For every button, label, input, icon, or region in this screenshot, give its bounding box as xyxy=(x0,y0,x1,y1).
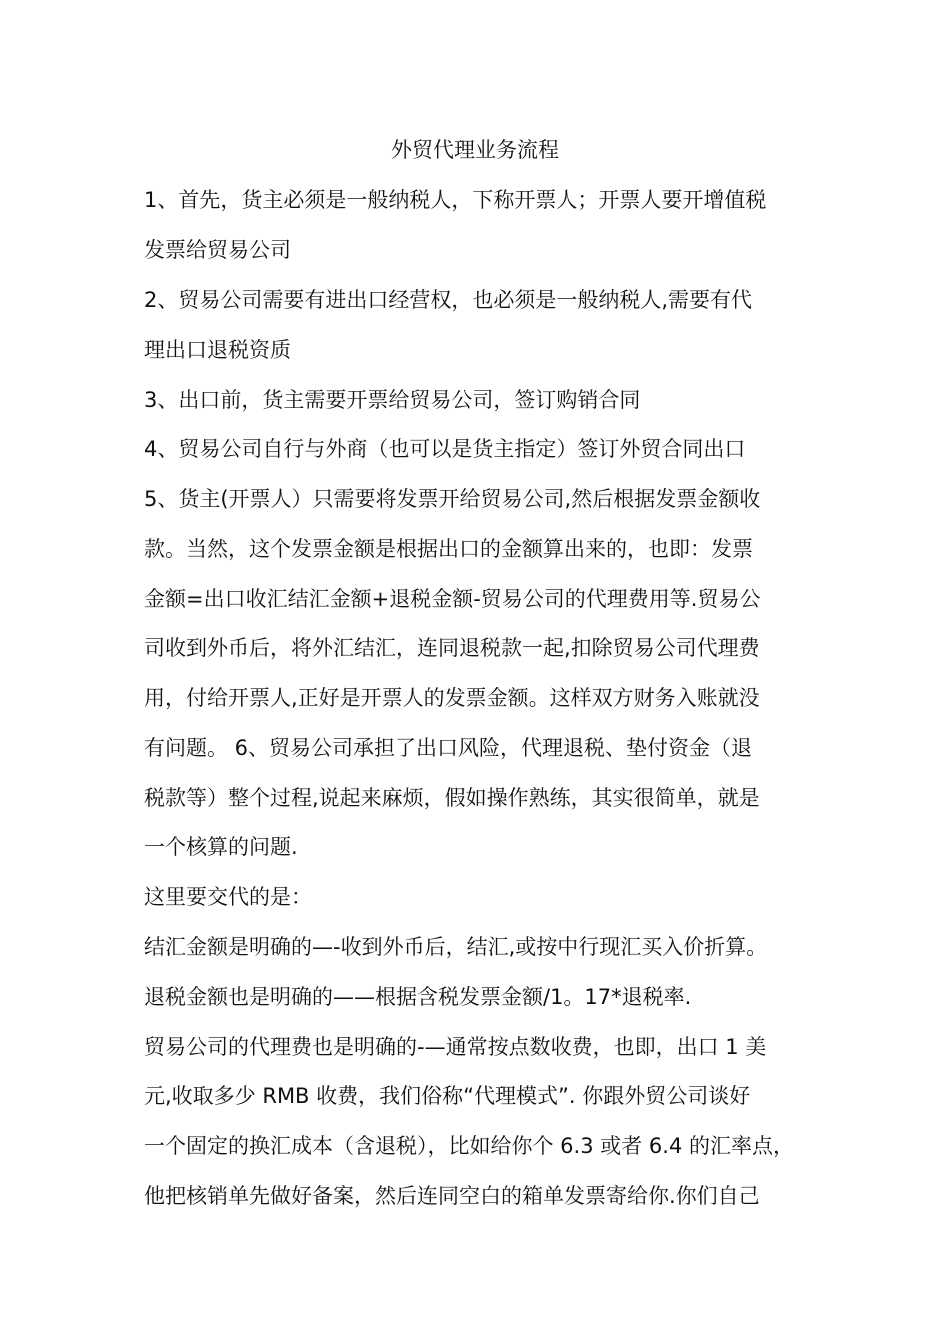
text-line: 1、首先，货主必须是一般纳税人，下称开票人；开票人要开增值税 xyxy=(144,188,767,212)
text-line: 他把核销单先做好备案，然后连同空白的箱单发票寄给你.你们自己 xyxy=(144,1184,760,1208)
text-line: 贸易公司的代理费也是明确的-—通常按点数收费，也即，出口 1 美 xyxy=(144,1035,767,1059)
text-line: 这里要交代的是： xyxy=(144,885,312,909)
text-line: 退税金额也是明确的——根据含税发票金额/1。17*退税率. xyxy=(144,985,692,1009)
text-line: 元,收取多少 RMB 收费，我们俗称“代理模式”. 你跟外贸公司谈好 xyxy=(144,1084,751,1108)
text-line: 结汇金额是明确的—-收到外币后，结汇,或按中行现汇买入价折算。 xyxy=(144,935,768,959)
text-line: 2、贸易公司需要有进出口经营权，也必须是一般纳税人,需要有代 xyxy=(144,288,753,312)
text-line: 一个固定的换汇成本（含退税），比如给你个 6.3 或者 6.4 的汇率点， xyxy=(144,1134,794,1158)
text-line: 司收到外币后，将外汇结汇，连同退税款一起,扣除贸易公司代理费 xyxy=(144,636,760,660)
text-line: 3、出口前，货主需要开票给贸易公司，签订购销合同 xyxy=(144,388,641,412)
text-line: 有问题。 6、贸易公司承担了出口风险，代理退税、垫付资金（退 xyxy=(144,736,753,760)
text-line: 用，付给开票人,正好是开票人的发票金额。这样双方财务入账就没 xyxy=(144,686,760,710)
text-line: 款。当然，这个发票金额是根据出口的金额算出来的，也即：发票 xyxy=(144,537,753,561)
text-line: 理出口退税资质 xyxy=(144,338,291,362)
text-line: 5、货主(开票人）只需要将发票开给贸易公司,然后根据发票金额收 xyxy=(144,487,761,511)
document-title: 外贸代理业务流程 xyxy=(391,138,559,162)
text-line: 税款等）整个过程,说起来麻烦，假如操作熟练，其实很简单，就是 xyxy=(144,786,760,810)
text-line: 金额=出口收汇结汇金额+退税金额-贸易公司的代理费用等.贸易公 xyxy=(144,587,761,611)
text-line: 4、贸易公司自行与外商（也可以是货主指定）签订外贸合同出口 xyxy=(144,437,746,461)
text-line: 一个核算的问题. xyxy=(144,835,298,859)
text-line: 发票给贸易公司 xyxy=(144,238,291,262)
